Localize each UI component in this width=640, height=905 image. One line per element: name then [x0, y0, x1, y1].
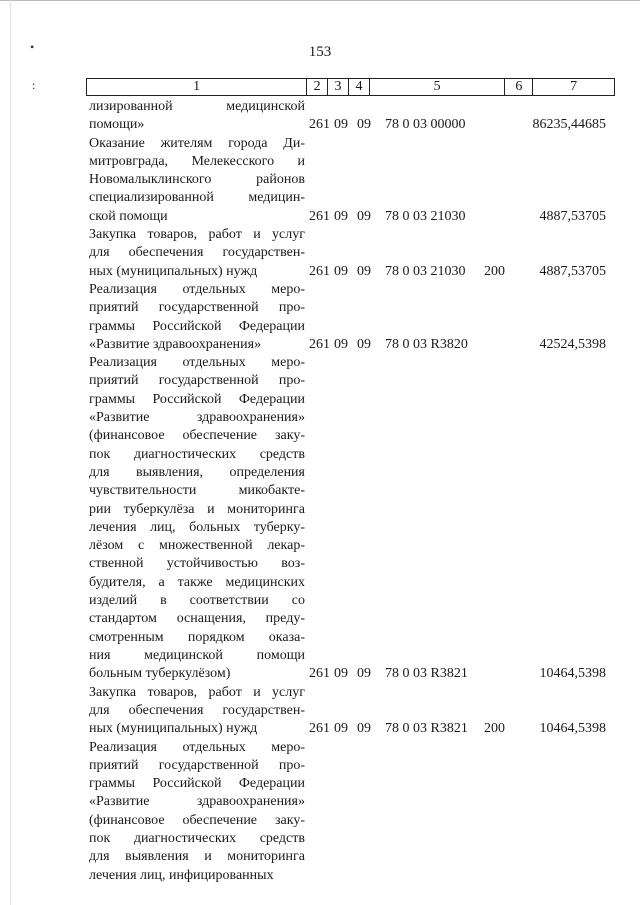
description-line: помощи» — [89, 117, 145, 133]
cell-section-code: 09 — [334, 117, 348, 133]
cell-target-article-code: 78 0 03 21030 — [385, 208, 466, 224]
description-line: чувствительности микобакте- — [89, 483, 305, 499]
cell-admin-code: 261 — [309, 117, 330, 133]
cell-target-article-code: 78 0 03 R3821 — [385, 721, 468, 737]
scan-speck: • — [30, 40, 35, 54]
description-line: смотренным порядком оказа- — [89, 629, 305, 645]
cell-section-code: 09 — [334, 263, 348, 279]
description-line: ных (муниципальных) нужд — [89, 263, 258, 279]
row-description — [89, 354, 305, 683]
table-header-row — [86, 78, 615, 96]
row-description — [89, 226, 305, 281]
scan-edge-top — [0, 0, 640, 1]
description-line: для обеспечения государствен- — [89, 702, 305, 718]
row-description — [89, 135, 305, 226]
description-line: ственной устойчивостью воз- — [89, 556, 305, 572]
description-line: приятий государственной про- — [89, 373, 305, 389]
description-line: изделий в соответствии со — [89, 593, 305, 609]
row-description — [89, 281, 305, 354]
description-line: лечения лиц, больных туберку- — [89, 519, 305, 535]
description-line: лёзом с множественной лекар- — [89, 538, 305, 554]
description-line: митровграда, Мелекесского и — [89, 153, 305, 169]
description-line: Новомалыклинского районов — [89, 172, 305, 188]
description-line: для выявления, определения — [89, 464, 305, 480]
description-line: пок диагностических средств — [89, 830, 305, 846]
row-description — [89, 98, 305, 135]
cell-admin-code: 261 — [309, 208, 330, 224]
cell-admin-code: 261 — [309, 263, 330, 279]
description-line: лечения лиц, инфицированных — [89, 867, 274, 883]
header-cell-3: 3 — [327, 79, 348, 95]
description-line: ния медицинской помощи — [89, 647, 305, 663]
cell-section-code: 09 — [334, 336, 348, 352]
header-cell-7: 7 — [532, 79, 614, 95]
cell-amount: 10464,5398 — [539, 721, 606, 737]
cell-target-article-code: 78 0 03 R3820 — [385, 336, 468, 352]
cell-expense-type-code: 200 — [484, 263, 505, 279]
scan-edge-left — [10, 0, 11, 905]
description-line: Закупка товаров, работ и услуг — [89, 684, 305, 700]
description-line: будителя, а также медицинских — [89, 574, 305, 590]
header-cell-2: 2 — [306, 79, 327, 95]
description-line: граммы Российской Федерации — [89, 391, 305, 407]
cell-admin-code: 261 — [309, 721, 330, 737]
description-line: граммы Российской Федерации — [89, 318, 305, 334]
description-line: лизированной медицинской — [89, 99, 305, 114]
description-line: для обеспечения государствен- — [89, 245, 305, 261]
page-number: 153 — [308, 44, 332, 60]
description-line: приятий государственной про- — [89, 300, 305, 316]
cell-subsection-code: 09 — [357, 721, 371, 737]
cell-amount: 10464,5398 — [539, 666, 606, 682]
cell-amount: 4887,53705 — [539, 208, 606, 224]
cell-target-article-code: 78 0 03 21030 — [385, 263, 466, 279]
description-line: пок диагностических средств — [89, 446, 305, 462]
description-line: ской помощи — [89, 208, 168, 224]
description-line: ных (муниципальных) нужд — [89, 721, 258, 737]
cell-subsection-code: 09 — [357, 336, 371, 352]
cell-admin-code: 261 — [309, 336, 330, 352]
cell-section-code: 09 — [334, 666, 348, 682]
description-line: Оказание жителям города Ди- — [89, 135, 305, 151]
cell-amount: 86235,44685 — [532, 117, 606, 133]
description-line: «Развитие здравоохранения» — [89, 794, 305, 810]
cell-section-code: 09 — [334, 721, 348, 737]
header-cell-4: 4 — [348, 79, 369, 95]
cell-subsection-code: 09 — [357, 666, 371, 682]
cell-section-code: 09 — [334, 208, 348, 224]
description-line: «Развитие здравоохранения» — [89, 336, 262, 352]
description-line: больным туберкулёзом) — [89, 666, 231, 682]
cell-subsection-code: 09 — [357, 263, 371, 279]
row-description — [89, 739, 305, 885]
header-cell-5: 5 — [369, 79, 504, 95]
description-line: специализированной медицин- — [89, 190, 305, 206]
description-line: приятий государственной про- — [89, 757, 305, 773]
cell-subsection-code: 09 — [357, 117, 371, 133]
description-line: (финансовое обеспечение заку- — [89, 428, 305, 444]
cell-admin-code: 261 — [309, 666, 330, 682]
header-cell-6: 6 — [504, 79, 532, 95]
description-line: Реализация отдельных меро- — [89, 739, 305, 755]
description-line: «Развитие здравоохранения» — [89, 410, 305, 426]
description-line: Закупка товаров, работ и услуг — [89, 227, 305, 243]
description-line: стандартом оснащения, преду- — [89, 611, 305, 627]
cell-amount: 42524,5398 — [539, 336, 606, 352]
description-line: граммы Российской Федерации — [89, 776, 305, 792]
description-line: Реализация отдельных меро- — [89, 282, 305, 297]
description-line: Реализация отдельных меро- — [89, 355, 305, 371]
cell-subsection-code: 09 — [357, 208, 371, 224]
header-cell-1: 1 — [193, 79, 201, 94]
row-description — [89, 684, 305, 739]
description-line: рии туберкулёза и мониторинга — [89, 501, 305, 517]
description-line: для выявления и мониторинга — [89, 849, 305, 865]
cell-expense-type-code: 200 — [484, 721, 505, 737]
cell-target-article-code: 78 0 03 R3821 — [385, 666, 468, 682]
cell-target-article-code: 78 0 03 00000 — [385, 117, 466, 133]
description-line: (финансовое обеспечение заку- — [89, 812, 305, 828]
scan-speck: : — [32, 78, 36, 92]
cell-amount: 4887,53705 — [539, 263, 606, 279]
